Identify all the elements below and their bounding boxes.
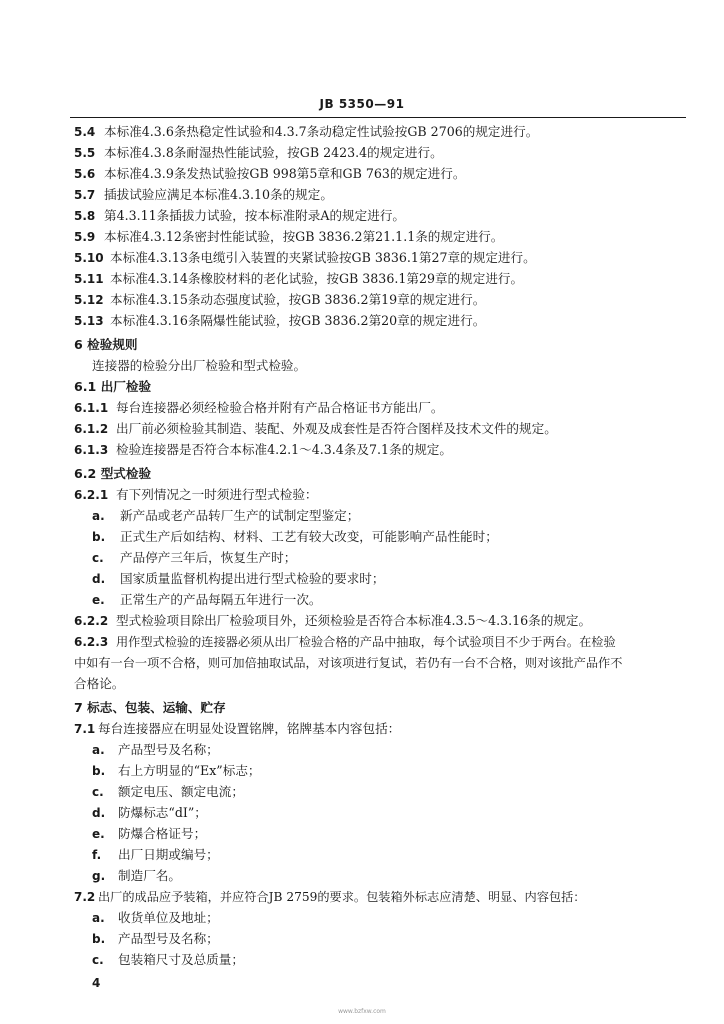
header-rule (70, 117, 686, 118)
list-marker: c. (92, 785, 104, 799)
list-marker: b. (92, 764, 106, 778)
list-item-text: 右上方明显的“Ex”标志； (118, 763, 261, 778)
list-item-text: 制造厂名。 (118, 868, 181, 883)
clause-number: 5.12 (74, 293, 104, 307)
clause-text: 本标准4.3.13条电缆引入装置的夹紧试验按GB 3836.1第27章的规定进行。 (110, 250, 536, 265)
subsection-heading: 6.2 型式检验 (74, 466, 152, 481)
section-heading: 6 检验规则 (74, 337, 138, 352)
clause-number: 5.9 (74, 230, 96, 244)
clause-text: 有下列情况之一时须进行型式检验： (116, 487, 318, 502)
list-item-text: 防爆合格证号； (118, 826, 207, 841)
list-marker: b. (92, 530, 106, 544)
clause-text-continued: 中如有一台一项不合格，则可加倍抽取试品，对该项进行复试，若仍有一台不合格，则对该批产品作不 (74, 656, 623, 670)
clause-number: 6.2.1 (74, 488, 109, 502)
footer-watermark-text: www.bzfxw.com (338, 1008, 386, 1015)
clause-number: 5.5 (74, 146, 96, 160)
clause-number: 6.1.3 (74, 443, 109, 457)
clause-text: 插拔试验应满足本标准4.3.10条的规定。 (104, 187, 333, 202)
clause-number: 7.1 (74, 722, 96, 736)
clause-number: 7.2 (74, 890, 96, 904)
list-item-text: 包装箱尺寸及总质量； (118, 952, 244, 967)
list-marker: g. (92, 869, 106, 883)
list-marker: e. (92, 827, 105, 841)
subsection-heading: 6.1 出厂检验 (74, 379, 152, 394)
paragraph-text: 连接器的检验分出厂检验和型式检验。 (92, 358, 307, 373)
list-item-text: 国家质量监督机构提出进行型式检验的要求时； (120, 571, 385, 586)
clause-text: 本标准4.3.6条热稳定性试验和4.3.7条动稳定性试验按GB 2706的规定进行。 (104, 124, 539, 139)
list-item-text: 出厂日期或编号； (118, 847, 219, 862)
list-marker: c. (92, 551, 104, 565)
list-marker: f. (92, 848, 102, 862)
clause-text: 型式检验项目除出厂检验项目外，还须检验是否符合本标准4.3.5～4.3.16条的规定。 (116, 613, 592, 628)
clause-number: 5.7 (74, 188, 96, 202)
page-number: 4 (92, 976, 101, 990)
clause-number: 5.8 (74, 209, 96, 223)
list-item-text: 新产品或老产品转厂生产的试制定型鉴定； (120, 508, 360, 523)
clause-text: 本标准4.3.15条动态强度试验，按GB 3836.2第19章的规定进行。 (110, 292, 486, 307)
clause-number: 6.1.2 (74, 422, 109, 436)
clause-number: 6.2.2 (74, 614, 109, 628)
clause-number: 6.1.1 (74, 401, 109, 415)
clause-text: 本标准4.3.12条密封性能试验，按GB 3836.2第21.1.1条的规定进行。 (104, 229, 504, 244)
clause-text: 出厂前必须检验其制造、装配、外观及成套性是否符合图样及技术文件的规定。 (116, 421, 557, 436)
clause-text: 第4.3.11条插拔力试验，按本标准附录A的规定进行。 (104, 208, 406, 223)
clause-number: 5.10 (74, 251, 104, 265)
clause-text: 用作型式检验的连接器必须从出厂检验合格的产品中抽取，每个试验项目不少于两台。在检验 (116, 635, 616, 649)
clause-text: 本标准4.3.16条隔爆性能试验，按GB 3836.2第20章的规定进行。 (110, 313, 486, 328)
list-item-text: 产品停产三年后，恢复生产时； (120, 550, 297, 565)
list-marker: b. (92, 932, 106, 946)
list-item-text: 正式生产后如结构、材料、工艺有较大改变，可能影响产品性能时； (120, 529, 498, 544)
clause-number: 5.4 (74, 125, 96, 139)
clause-text: 出厂的成品应予装箱，并应符合JB 2759的要求。包装箱外标志应清楚、明显、内容包括： (98, 890, 586, 904)
list-marker: a. (92, 509, 105, 523)
clause-number: 5.11 (74, 272, 104, 286)
clause-text-continued: 合格论。 (74, 676, 125, 691)
clause-text: 本标准4.3.14条橡胶材料的老化试验，按GB 3836.1第29章的规定进行。 (110, 271, 524, 286)
list-item-text: 防爆标志“dI”； (118, 805, 207, 820)
list-item-text: 额定电压、额定电流； (118, 784, 244, 799)
list-item-text: 产品型号及名称； (118, 931, 219, 946)
list-item-text: 产品型号及名称； (118, 742, 219, 757)
clause-text: 每台连接器必须经检验合格并附有产品合格证书方能出厂。 (116, 400, 444, 415)
list-item-text: 正常生产的产品每隔五年进行一次。 (120, 592, 322, 607)
clause-number: 5.13 (74, 314, 104, 328)
clause-text: 每台连接器应在明显处设置铭牌，铭牌基本内容包括： (98, 721, 401, 736)
list-marker: c. (92, 953, 104, 967)
clause-number: 5.6 (74, 167, 96, 181)
list-marker: d. (92, 572, 106, 586)
clause-text: 本标准4.3.9条发热试验按GB 998第5章和GB 763的规定进行。 (104, 166, 466, 181)
clause-text: 检验连接器是否符合本标准4.2.1～4.3.4条及7.1条的规定。 (116, 442, 452, 457)
list-marker: a. (92, 911, 105, 925)
list-item-text: 收货单位及地址； (118, 910, 219, 925)
clause-text: 本标准4.3.8条耐湿热性能试验，按GB 2423.4的规定进行。 (104, 145, 443, 160)
list-marker: e. (92, 593, 105, 607)
list-marker: d. (92, 806, 106, 820)
list-marker: a. (92, 743, 105, 757)
clause-number: 6.2.3 (74, 635, 109, 649)
standard-header: JB 5350—91 (319, 97, 405, 111)
section-heading: 7 标志、包装、运输、贮存 (74, 700, 226, 715)
